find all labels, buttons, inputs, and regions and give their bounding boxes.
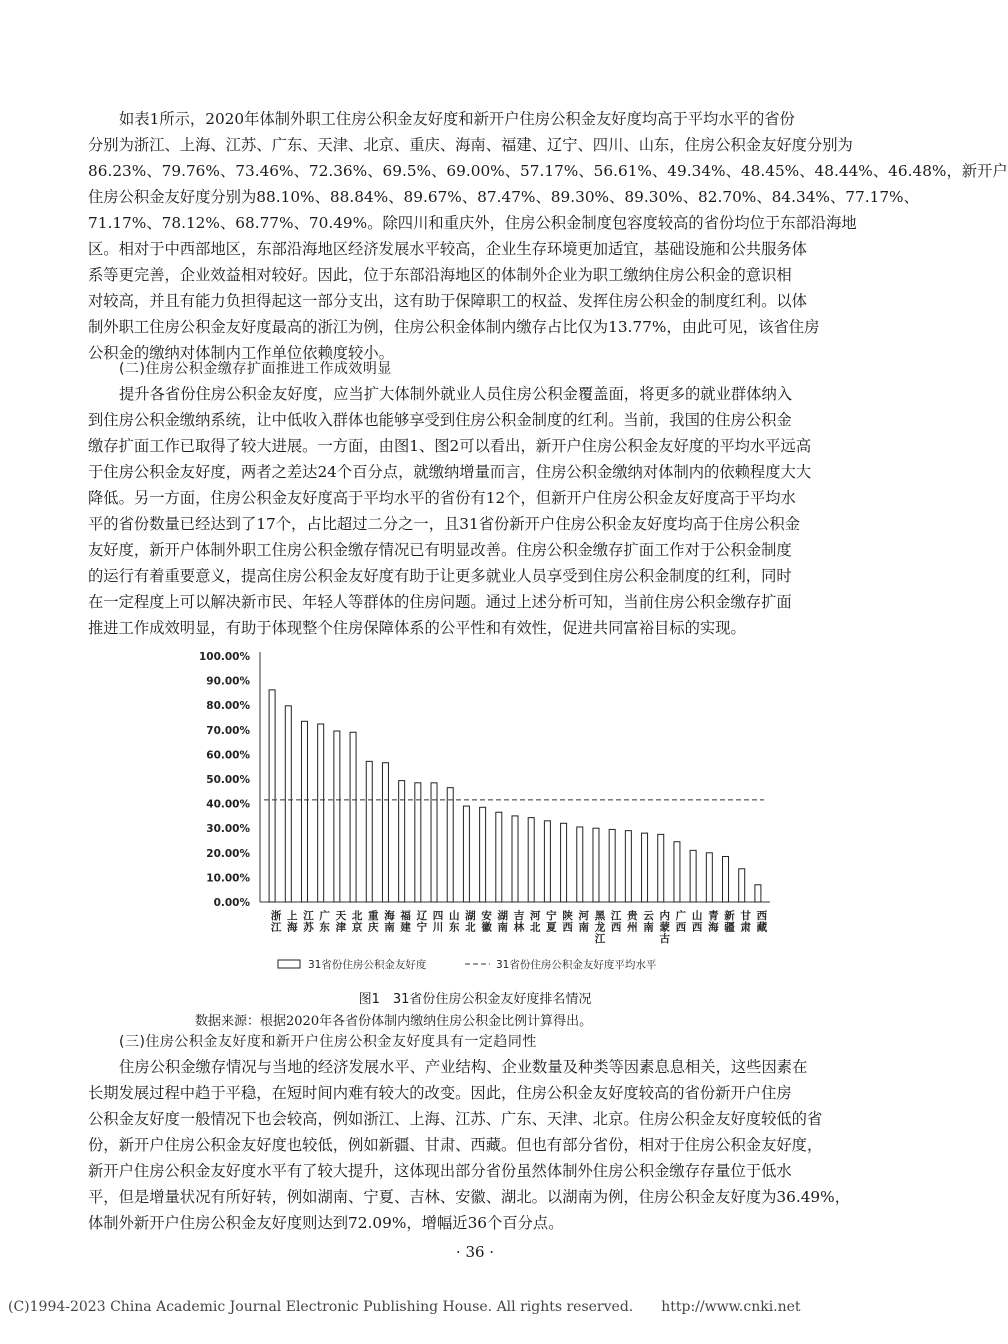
bar-上海 <box>285 706 291 902</box>
x-tick-label: 浙江 <box>270 910 282 934</box>
para1-line: 公积金的缴纳对体制内工作单位依赖度较小。 <box>88 344 394 362</box>
x-tick-label: 西藏 <box>756 910 768 934</box>
para2-line: 到住房公积金缴纳系统，让中低收入群体也能够享受到住房公积金制度的红利。当前，我国的住房公积金 <box>88 411 792 429</box>
para1-line: 住房公积金友好度分别为88.10%、88.84%、89.67%、87.47%、89.30%、89.30%、82.70%、84.34%、77.17%、 <box>88 188 919 206</box>
para2-line: 缴存扩面工作已取得了较大进展。一方面，由图1、图2可以看出，新开户住房公积金友好度的平均水平远高 <box>88 437 812 455</box>
y-tick-label: 70.00% <box>206 724 250 737</box>
bar-海南 <box>382 763 388 902</box>
bar-黑龙江 <box>593 828 599 902</box>
bar-贵州 <box>625 831 631 902</box>
x-tick-label: 吉林 <box>513 910 525 934</box>
x-tick-label: 河南 <box>578 910 590 934</box>
x-tick-label: 辽宁 <box>416 910 428 934</box>
x-tick-label: 青海 <box>708 910 719 934</box>
paragraph-1 <box>88 106 1008 366</box>
bar-新疆 <box>723 856 729 902</box>
x-tick-label: 福建 <box>400 910 411 934</box>
para1-line: 71.17%、78.12%、68.77%、70.49%。除四川和重庆外，住房公积金制度包容度较高的省份均位于东部沿海地 <box>88 214 857 232</box>
y-tick-label: 80.00% <box>206 700 250 713</box>
para1-line: 对较高，并且有能力负担得起这一部分支出，这有助于保障职工的权益、发挥住房公积金的制度红利。以体 <box>88 292 807 310</box>
x-tick-label: 山东 <box>448 910 460 934</box>
x-tick-label: 江苏 <box>303 910 314 934</box>
y-tick-label: 0.00% <box>213 897 250 909</box>
para2-line: 提升各省份住房公积金友好度，应当扩大体制外就业人员住房公积金覆盖面，将更多的就业群体纳入 <box>119 385 793 403</box>
bar-宁夏 <box>544 821 550 902</box>
para2-line: 友好度，新开户体制外职工住房公积金缴存情况已有明显改善。住房公积金缴存扩面工作对于公积金制度 <box>88 541 792 559</box>
para3-line: 长期发展过程中趋于平稳，在短时间内难有较大的改变。因此，住房公积金友好度较高的省份新开户住房 <box>88 1084 792 1102</box>
x-tick-label: 宁夏 <box>546 910 557 934</box>
y-tick-label: 30.00% <box>206 823 250 836</box>
x-tick-label: 上海 <box>287 910 298 934</box>
bar-西藏 <box>755 885 761 902</box>
paragraph-2 <box>88 381 860 641</box>
para2-line: 推进工作成效明显，有助于体现整个住房保障体系的公平性和有效性，促进共同富裕目标的实现。 <box>88 619 746 637</box>
bar-江苏 <box>301 721 307 902</box>
bar-四川 <box>431 783 437 902</box>
x-tick-label: 天津 <box>335 910 347 934</box>
bar-山西 <box>690 850 696 902</box>
para3-line: 份，新开户住房公积金友好度也较低，例如新疆、甘肃、西藏。但也有部分省份，相对于住房公积金友好度， <box>88 1136 823 1154</box>
x-tick-label: 广东 <box>319 910 330 934</box>
x-tick-label: 山西 <box>691 910 703 934</box>
bar-陕西 <box>561 823 567 902</box>
bar-广西 <box>674 842 680 902</box>
y-tick-label: 90.00% <box>206 675 250 688</box>
x-tick-label: 甘肃 <box>740 910 751 934</box>
legend-bar-swatch <box>278 960 300 968</box>
para1-line: 区。相对于中西部地区，东部沿海地区经济发展水平较高，企业生存环境更加适宜，基础设施和公共服务体 <box>88 240 807 258</box>
bar-河北 <box>528 818 534 902</box>
para1-line: 系等更完善，企业效益相对较好。因此，位于东部沿海地区的体制外企业为职工缴纳住房公积金的意识相 <box>88 266 792 284</box>
bar-云南 <box>642 833 648 902</box>
x-tick-label: 内蒙古 <box>659 910 670 945</box>
y-tick-label: 20.00% <box>206 847 250 860</box>
bar-湖北 <box>463 806 469 902</box>
bar-辽宁 <box>415 783 421 902</box>
x-tick-label: 湖南 <box>497 910 509 934</box>
legend-label-average: 31省份住房公积金友好度平均水平 <box>496 959 657 971</box>
bar-青海 <box>706 853 712 902</box>
y-tick-label: 60.00% <box>206 749 250 762</box>
bar-吉林 <box>512 816 518 902</box>
x-tick-label: 安徽 <box>481 910 492 934</box>
para1-line: 分别为浙江、上海、江苏、广东、天津、北京、重庆、海南、福建、辽宁、四川、山东，住房公积金友好度分别为 <box>88 136 853 154</box>
y-tick-label: 10.00% <box>206 872 250 885</box>
y-tick-label: 40.00% <box>206 798 250 811</box>
bar-重庆 <box>366 761 372 902</box>
para1-line: 如表1所示，2020年体制外职工住房公积金友好度和新开户住房公积金友好度均高于平均水平的省份 <box>119 110 795 128</box>
bar-浙江 <box>269 690 275 902</box>
para3-line: 平，但是增量状况有所好转，例如湖南、宁夏、吉林、安徽、湖北。以湖南为例，住房公积金友好度为36.49%， <box>88 1188 850 1206</box>
x-tick-label: 广西 <box>675 910 687 934</box>
bar-湖南 <box>496 812 502 902</box>
para3-line: 体制外新开户住房公积金友好度则达到72.09%，增幅近36个百分点。 <box>88 1214 564 1232</box>
x-tick-label: 海南 <box>384 910 395 934</box>
para3-line: 住房公积金缴存情况与当地的经济发展水平、产业结构、企业数量及种类等因素息息相关，这些因素在 <box>119 1058 808 1076</box>
x-tick-label: 重庆 <box>368 910 379 934</box>
bar-安徽 <box>480 807 486 902</box>
para2-line: 平的省份数量已经达到了17个，占比超过二分之一，且31省份新开户住房公积金友好度均高于住房公积金 <box>88 515 800 533</box>
x-tick-label: 河北 <box>529 910 541 934</box>
figure-caption: 图1 31省份住房公积金友好度排名情况 <box>358 992 592 1007</box>
x-tick-label: 北京 <box>351 910 363 934</box>
figure-source: 数据来源：根据2020年各省份体制内缴纳住房公积金比例计算得出。 <box>195 1014 593 1029</box>
section-heading-2: (二)住房公积金缴存扩面推进工作成效明显 <box>119 361 392 377</box>
bar-广东 <box>318 724 324 902</box>
y-tick-label: 50.00% <box>206 774 250 786</box>
x-tick-label: 新疆 <box>724 910 735 934</box>
x-tick-label: 黑龙江 <box>594 910 606 945</box>
bar-山东 <box>447 788 453 902</box>
x-tick-label: 四川 <box>432 910 444 934</box>
x-tick-label: 陕西 <box>562 910 573 934</box>
bar-天津 <box>334 731 340 902</box>
y-tick-label: 100.00% <box>198 651 250 663</box>
bar-江西 <box>609 829 615 902</box>
x-tick-label: 湖北 <box>465 910 476 934</box>
bar-河南 <box>577 827 583 902</box>
legend-label-bars: 31省份住房公积金友好度 <box>308 959 427 971</box>
section-heading-3: (三)住房公积金友好度和新开户住房公积金友好度具有一定趋同性 <box>119 1034 537 1050</box>
para1-line: 86.23%、79.76%、73.46%、72.36%、69.5%、69.00%、57.17%、56.61%、49.34%、48.45%、48.44%、46.48%，新开户 <box>88 162 1008 180</box>
figure-1-bar-chart <box>190 640 780 990</box>
copyright-notice: (C)1994-2023 China Academic Journal Electronic Publishing House. All rights reserved. http://www.cnki.net <box>8 1299 801 1315</box>
bar-甘肃 <box>739 869 745 902</box>
x-tick-label: 江西 <box>610 910 622 934</box>
para2-line: 降低。另一方面，住房公积金友好度高于平均水平的省份有12个，但新开户住房公积金友好度高于平均水 <box>88 489 796 507</box>
bar-福建 <box>399 781 405 902</box>
para3-line: 公积金友好度一般情况下也会较高，例如浙江、上海、江苏、广东、天津、北京。住房公积金友好度较低的省 <box>88 1110 823 1128</box>
x-tick-label: 贵州 <box>627 910 638 934</box>
bar-内蒙古 <box>658 834 664 902</box>
page-number: · 36 · <box>455 1243 495 1261</box>
para3-line: 新开户住房公积金友好度水平有了较大提升，这体现出部分省份虽然体制外住房公积金缴存存量位于低水 <box>88 1162 792 1180</box>
bar-北京 <box>350 732 356 902</box>
para1-line: 制外职工住房公积金友好度最高的浙江为例，住房公积金体制内缴存占比仅为13.77%，由此可见，该省住房 <box>88 318 820 336</box>
para2-line: 于住房公积金友好度，两者之差达24个百分点，就缴纳增量而言，住房公积金缴纳对体制内的依赖程度大大 <box>88 463 812 481</box>
para2-line: 的运行有着重要意义，提高住房公积金友好度有助于让更多就业人员享受到住房公积金制度的红利，同时 <box>88 567 792 585</box>
para2-line: 在一定程度上可以解决新市民、年轻人等群体的住房问题。通过上述分析可知，当前住房公积金缴存扩面 <box>88 593 792 611</box>
x-tick-label: 云南 <box>643 910 654 934</box>
paragraph-3 <box>88 1054 860 1236</box>
